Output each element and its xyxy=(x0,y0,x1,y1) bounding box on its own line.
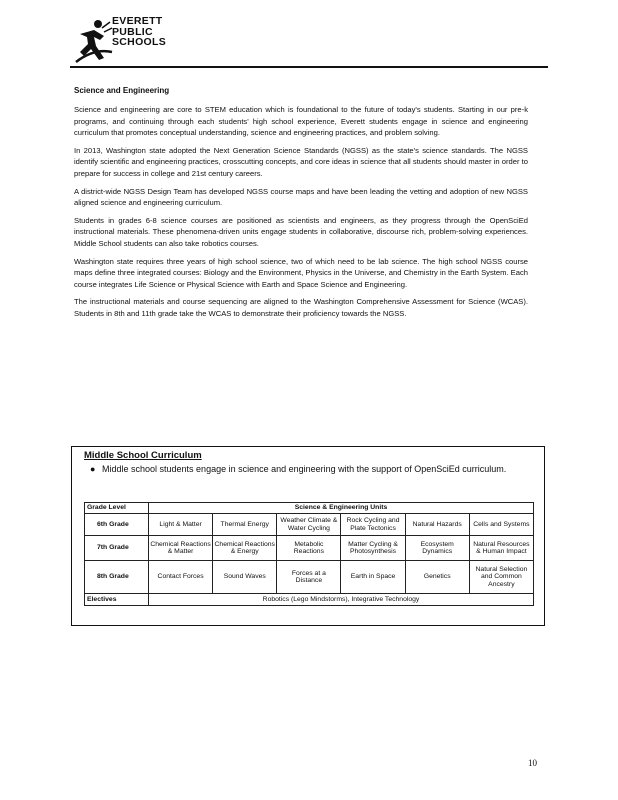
unit-cell: Cells and Systems xyxy=(469,514,533,536)
unit-cell: Natural Resources & Human Impact xyxy=(469,536,533,561)
paragraph-4: Students in grades 6-8 science courses are positioned as scientists and engineers, as they progress through the OpenSciEd instructional materials. These phenomena-driven units engage students in collaborative, discourse rich, problem-solving experiences. Middle School students can also take robotics courses. xyxy=(74,215,528,248)
unit-cell: Sound Waves xyxy=(213,561,277,594)
header-grade-level: Grade Level xyxy=(85,503,149,514)
logo-line-3: SCHOOLS xyxy=(112,36,167,48)
table-row xyxy=(85,536,534,561)
table-row xyxy=(85,561,534,594)
grade-cell: 7th Grade xyxy=(85,536,149,561)
body-text xyxy=(74,104,528,326)
logo-line-2: PUBLIC xyxy=(112,25,153,38)
paragraph-2: In 2013, Washington state adopted the Next Generation Science Standards (NGSS) as the state's science standards. The NGSS identify scientific and engineering practices, crosscutting concepts, and core ideas in science that all students should master in order to prepare for success in college and 21st century careers. xyxy=(74,145,528,178)
bullet-icon: ● xyxy=(90,464,96,474)
header-units: Science & Engineering Units xyxy=(149,503,534,514)
unit-cell: Chemical Reactions & Energy xyxy=(213,536,277,561)
paragraph-6: The instructional materials and course sequencing are aligned to the Washington Comprehensive Assessment for Science (WCAS). Students in 8th and 11th grade take the WCAS to demonstrate their proficiency towards the NGSS. xyxy=(74,297,528,318)
grade-cell: 8th Grade xyxy=(85,561,149,594)
unit-cell: Weather Climate & Water Cycling xyxy=(277,514,341,536)
electives-label: Electives xyxy=(85,594,149,606)
bullet-text: Middle school students engage in science and engineering with the support of OpenSciEd curriculum. xyxy=(102,464,507,474)
unit-cell: Ecosystem Dynamics xyxy=(405,536,469,561)
box-bullet xyxy=(90,464,522,474)
electives-value: Robotics (Lego Mindstorms), Integrative Technology xyxy=(149,594,534,606)
logo-line-1: EVERETT xyxy=(112,15,163,27)
unit-cell: Forces at a Distance xyxy=(277,561,341,594)
table-header-row xyxy=(85,503,534,514)
table-row xyxy=(85,514,534,536)
unit-cell: Thermal Energy xyxy=(213,514,277,536)
section-heading: Science and Engineering xyxy=(74,86,170,95)
paragraph-1: Science and engineering are core to STEM education which is foundational to the future of today's students. Starting in our pre-k programs, and continuing through each students' high school experience, Everett students engage in science and engineering curriculum that promotes conceptual understanding, science and engineering practices, and problem solving. xyxy=(74,105,528,138)
unit-cell: Natural Hazards xyxy=(405,514,469,536)
paragraph-3: A district-wide NGSS Design Team has developed NGSS course maps and have been leading the vetting and adoption of new NGSS aligned science and engineering curriculum. xyxy=(74,186,528,208)
paragraph-5: Washington state requires three years of high school science, two of which need to be lab science. The high school NGSS course maps define three integrated courses: Biology and the Environment, Physics in the Universe, and Chemistry in the Earth System. Each course integrates Life Science or Physical Science with Earth and Space Science and Engineering. xyxy=(74,256,528,289)
unit-cell: Genetics xyxy=(405,561,469,594)
unit-cell: Natural Selection and Common Ancestry xyxy=(469,561,533,594)
table-row-electives xyxy=(85,594,534,606)
curriculum-table xyxy=(84,502,534,606)
curriculum-box xyxy=(71,446,545,626)
unit-cell: Rock Cycling and Plate Tectonics xyxy=(341,514,405,536)
header-rule xyxy=(70,66,548,68)
unit-cell: Contact Forces xyxy=(149,561,213,594)
page-number: 10 xyxy=(528,758,537,768)
grade-cell: 6th Grade xyxy=(85,514,149,536)
logo-wordmark xyxy=(112,16,166,48)
runner-icon xyxy=(74,18,114,64)
unit-cell: Chemical Reactions & Matter xyxy=(149,536,213,561)
unit-cell: Matter Cycling & Photosynthesis xyxy=(341,536,405,561)
unit-cell: Light & Matter xyxy=(149,514,213,536)
unit-cell: Metabolic Reactions xyxy=(277,536,341,561)
unit-cell: Earth in Space xyxy=(341,561,405,594)
box-title: Middle School Curriculum xyxy=(84,450,202,461)
